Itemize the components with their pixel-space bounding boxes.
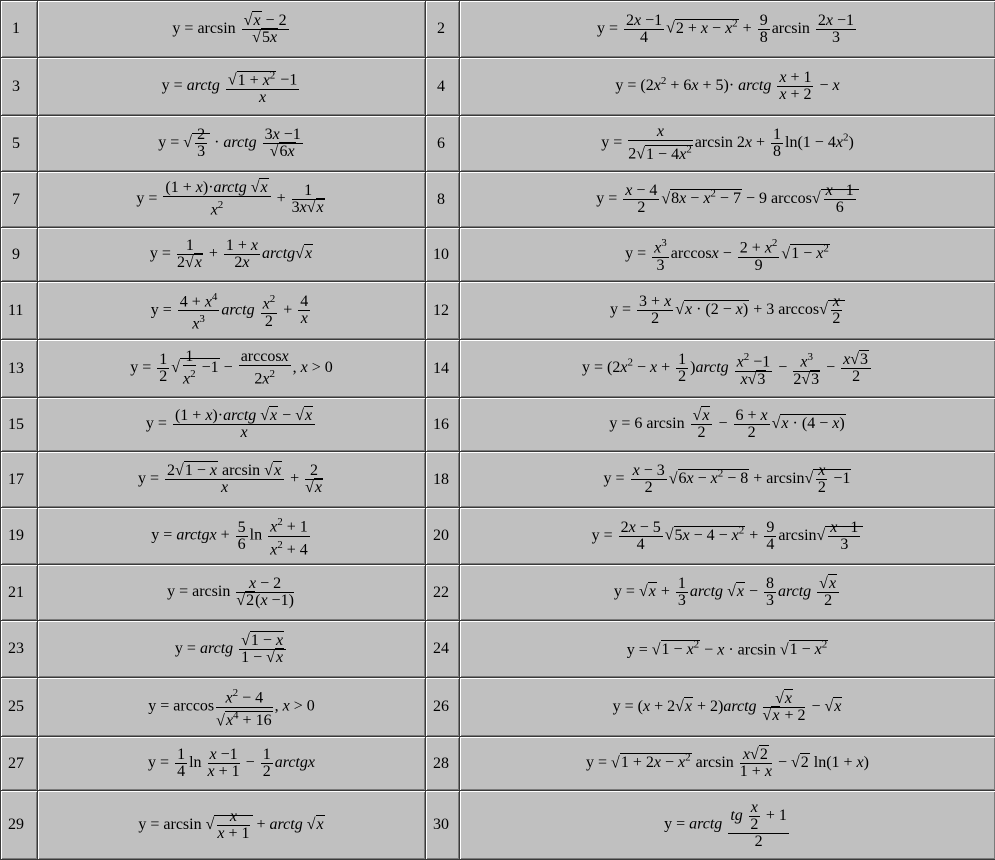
problem-number: 27 bbox=[1, 737, 38, 791]
problem-number: 3 bbox=[1, 58, 38, 116]
formula-cell bbox=[460, 452, 995, 508]
formula-cell bbox=[38, 791, 426, 860]
formula: y = arccos $\frac{x^2 - 4}{√x^4 + 16}$ , x > 0 bbox=[148, 685, 314, 729]
problem-number: 11 bbox=[1, 282, 38, 340]
formula: y = (1 + x)·arctg √x $x^2$ + $\frac{1}{3x√x}$ bbox=[136, 180, 326, 218]
table-row bbox=[1, 58, 995, 116]
formula: y = 6 arcsin $\frac{√x}{2}$ − $\frac{6 + x}{2}$ √x · (4 − x) bbox=[609, 408, 845, 441]
formula: y = $\frac{1}{4}$ ln $\frac{x -1}{x + 1}$ − $\frac{1}{2}$ arctgx bbox=[148, 747, 315, 780]
formula-cell bbox=[460, 116, 995, 172]
formula-cell bbox=[460, 621, 995, 678]
problem-number: 10 bbox=[426, 228, 460, 282]
table-row bbox=[1, 678, 995, 737]
problem-number: 13 bbox=[1, 340, 38, 398]
problem-number: 29 bbox=[1, 791, 38, 860]
problem-number: 23 bbox=[1, 621, 38, 678]
formula-cell bbox=[38, 58, 426, 116]
problem-number: 15 bbox=[1, 398, 38, 452]
problem-number: 19 bbox=[1, 508, 38, 565]
formula: y = $\frac{x - 3}{2}$ $√6x - x^2 - 8 + \arcsin√$ $\frac{x}{2}$ −1 bbox=[604, 463, 852, 496]
formula-cell bbox=[38, 116, 426, 172]
formula-cell bbox=[460, 282, 995, 340]
formula-cell bbox=[38, 678, 426, 737]
table-row bbox=[1, 228, 995, 282]
formula: y = $\frac{x - 4}{2}$ $√8x - x^2 - 7 - 9$ arccos√ $\frac{x -1}{6}$ bbox=[596, 183, 859, 216]
formula-cell bbox=[460, 678, 995, 737]
formula-cell bbox=[38, 508, 426, 565]
formula-cell bbox=[460, 508, 995, 565]
formula-cell bbox=[460, 172, 995, 228]
formula-cell bbox=[460, 791, 995, 860]
formula-cell bbox=[460, 737, 995, 791]
table-row bbox=[1, 737, 995, 791]
formula: y = $\frac{3 + x}{2}$ √x · (2 − x) + 3 arccos√ $\frac{x}{2}$ bbox=[610, 294, 845, 327]
formula-cell bbox=[460, 58, 995, 116]
table-row bbox=[1, 452, 995, 508]
formula: y = arcsin √ $\frac{x}{x + 1}$ + arctg √x bbox=[138, 809, 324, 842]
formula: y = arctg $\frac{√1 + x^2 -1}{x}$ bbox=[162, 67, 302, 105]
formula: y = $\frac{2x -1}{4}$ $√2 + x - x^2$ + $\frac{9}{8}$ arcsin $\frac{2x -1}{3}$ bbox=[597, 13, 858, 46]
formula: y = arctg $\frac{√1 - x}{1 - √x}$ bbox=[175, 633, 288, 666]
formula: y = $\frac{\text{2√1 − x arcsin √x}}{x}$ + $\frac{2}{√x}$ bbox=[138, 463, 325, 496]
formula: $y = √1 - x^2 - x \cdot \arcsin √1 - x^2$ bbox=[627, 639, 829, 659]
formula: y = √x + $\frac{1}{3}$ arctg √x − $\frac{8}{3}$ arctg $\frac{√x}{2}$ bbox=[614, 576, 841, 609]
formula-cell bbox=[38, 172, 426, 228]
formula: y = arcsin $\frac{x - 2}{√2(x -1)}$ bbox=[167, 576, 296, 609]
formula-cell bbox=[460, 565, 995, 621]
formula: y = arctgx + $\frac{5}{6}$ ln $\frac{x^2 + 1}{x^2 + 4}$ bbox=[151, 514, 311, 558]
problem-number: 25 bbox=[1, 678, 38, 737]
table-row bbox=[1, 172, 995, 228]
table-row bbox=[1, 508, 995, 565]
problem-number: 26 bbox=[426, 678, 460, 737]
formula-cell bbox=[38, 737, 426, 791]
formula-cell bbox=[460, 398, 995, 452]
formula: y = (x + 2√x + 2)arctg $\frac{√x}{√x + 2}$ − √x bbox=[613, 691, 843, 724]
problem-number: 9 bbox=[1, 228, 38, 282]
problem-number: 30 bbox=[426, 791, 460, 860]
formula: $y = (2x^2 - x$ + $\frac{1}{2}$ )arctg $\frac{x^2 -1}{x√3}$ − $\frac{x^3}{2√3}$ − $\frac{x√3}{2}$ bbox=[582, 349, 873, 387]
problem-number: 6 bbox=[426, 116, 460, 172]
formula-cell bbox=[38, 282, 426, 340]
formula: y = √ $\frac{2}{3}$ · arctg $\frac{3x -1}{√6x}$ bbox=[158, 127, 304, 160]
table-row bbox=[1, 340, 995, 398]
formula: y = $\frac{2x - 5}{4}$ $√5x - 4 - x^2$ + $\frac{9}{4}$ arcsin√ $\frac{x -1}{3}$ bbox=[592, 520, 864, 553]
problem-number: 28 bbox=[426, 737, 460, 791]
formula: $y = (2x^2 + 6x + 5)\cdot$ arctg $\frac{x + 1}{x + 2}$ − x bbox=[615, 70, 839, 103]
formula: y = $\frac{4 + x^4}{x^3}$ arctg $\frac{x^2}{2}$ + $\frac{4}{x}$ bbox=[151, 289, 313, 333]
formula-cell bbox=[460, 1, 995, 58]
formula: y = $\frac{x^3}{3}$ arccosx − $\frac{2 + x^2}{9}$ $√1 - x^2$ bbox=[625, 235, 830, 273]
problem-number: 20 bbox=[426, 508, 460, 565]
problem-number: 14 bbox=[426, 340, 460, 398]
problem-number: 8 bbox=[426, 172, 460, 228]
table-row bbox=[1, 1, 995, 58]
problem-number: 18 bbox=[426, 452, 460, 508]
formula-cell bbox=[38, 621, 426, 678]
table-row bbox=[1, 116, 995, 172]
problem-number: 24 bbox=[426, 621, 460, 678]
formula: y = (1 + x)·arctg √x − √x x bbox=[146, 408, 317, 441]
formula-cell bbox=[38, 398, 426, 452]
table-row bbox=[1, 282, 995, 340]
problem-number: 4 bbox=[426, 58, 460, 116]
formula: y = arcsin $\frac{√x - 2}{√5x}$ bbox=[172, 13, 290, 46]
table-row bbox=[1, 621, 995, 678]
formula-cell bbox=[38, 452, 426, 508]
formula: y = $\frac{1}{2}$ √ $\frac{1}{x^2}$ −1 − $\frac{\arccos x}{2x^2}$ , x > 0 bbox=[130, 349, 333, 387]
problem-number: 17 bbox=[1, 452, 38, 508]
formula-cell bbox=[38, 228, 426, 282]
formula: y = $\frac{1}{2√x}$ + $\frac{1 + x}{2x}$ arctg√x bbox=[150, 238, 313, 271]
problem-number: 22 bbox=[426, 565, 460, 621]
formula-cell bbox=[38, 340, 426, 398]
formula: y = $\frac{x}{2√1 - 4x^2}$ arcsin 2x + $\frac{1}{8}$ $\ln(1 - 4x^2)$ bbox=[601, 124, 854, 162]
formula-cell bbox=[460, 340, 995, 398]
problem-number: 2 bbox=[426, 1, 460, 58]
table-row bbox=[1, 791, 995, 860]
table-row bbox=[1, 398, 995, 452]
problem-number: 12 bbox=[426, 282, 460, 340]
problem-number: 16 bbox=[426, 398, 460, 452]
formula: $y = √1 + 2x - x^2$ arcsin $\frac{x√2}{1 + x}$ − √2 ln(1 + x) bbox=[586, 747, 869, 780]
formula-cell bbox=[460, 228, 995, 282]
table-row bbox=[1, 565, 995, 621]
problem-number: 5 bbox=[1, 116, 38, 172]
problem-number: 1 bbox=[1, 1, 38, 58]
problem-number: 21 bbox=[1, 565, 38, 621]
formula-cell bbox=[38, 565, 426, 621]
formula: y = arctg tg $\frac{x}{2}$ + 1 2 bbox=[664, 800, 791, 850]
formula-cell bbox=[38, 1, 426, 58]
problem-number: 7 bbox=[1, 172, 38, 228]
